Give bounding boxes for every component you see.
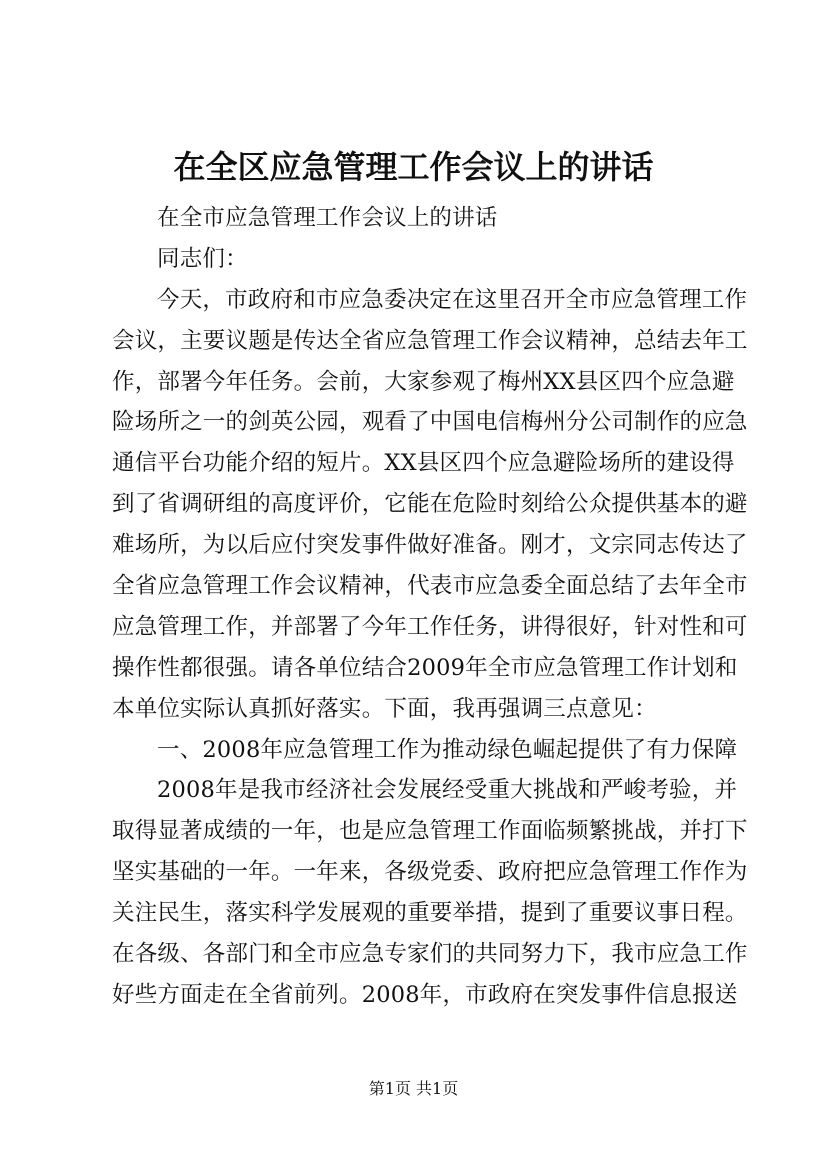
text-line: 好些方面走在全省前列。2008年，市政府在突发事件信息报送 [112,981,738,1008]
text-line: 一、2008年应急管理工作为推动绿色崛起提供了有力保障 [157,736,738,763]
text-line: 2008年是我市经济社会发展经受重大挑战和严峻考验，并 [157,777,738,804]
text-line: 险场所之一的剑英公园，观看了中国电信梅州分公司制作的应急 [112,409,748,436]
text-line: 难场所，为以后应付突发事件做好准备。刚才，文宗同志传达了 [112,532,748,559]
document-body [112,198,748,1016]
text-line: 通信平台功能介绍的短片。XX县区四个应急避险场所的建设得 [112,450,735,477]
text-line: 关注民生，落实科学发展观的重要举措，提到了重要议事日程。 [112,900,748,927]
text-line: 同志们： [157,245,248,272]
text-line: 坚实基础的一年。一年来，各级党委、政府把应急管理工作作为 [112,859,748,886]
text-line: 今天，市政府和市应急委决定在这里召开全市应急管理工作 [157,286,748,313]
text-line: 在各级、各部门和全市应急专家们的共同努力下，我市应急工作 [112,941,748,968]
document-title: 在全区应急管理工作会议上的讲话 [173,148,654,186]
text-line: 取得显著成绩的一年，也是应急管理工作面临频繁挑战，并打下 [112,818,748,845]
text-line: 会议，主要议题是传达全省应急管理工作会议精神，总结去年工 [112,327,748,354]
text-line: 本单位实际认真抓好落实。下面，我再强调三点意见： [112,695,657,722]
text-line: 作，部署今年任务。会前，大家参观了梅州XX县区四个应急避 [112,368,735,395]
text-line: 操作性都很强。请各单位结合2009年全市应急管理工作计划和 [112,654,738,681]
page-footer: 第1页 共1页 [368,1079,459,1098]
text-line: 在全市应急管理工作会议上的讲话 [157,205,498,231]
text-line: 应急管理工作，并部署了今年工作任务，讲得很好，针对性和可 [112,613,748,640]
text-line: 全省应急管理工作会议精神，代表市应急委全面总结了去年全市 [112,573,748,600]
text-line: 到了省调研组的高度评价，它能在危险时刻给公众提供基本的避 [112,491,748,518]
